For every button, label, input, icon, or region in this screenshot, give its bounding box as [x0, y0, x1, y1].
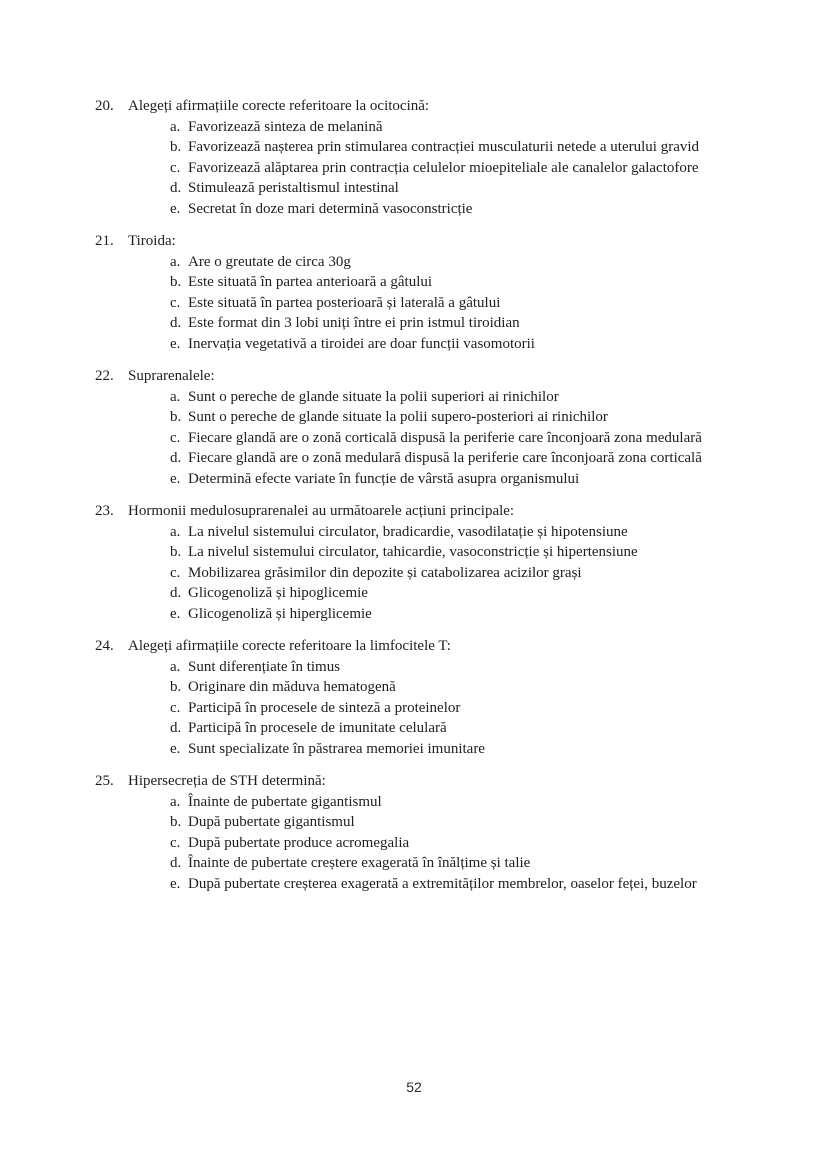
option-text: Favorizează alăptarea prin contracția celulelor mioepiteliale ale canalelor galactofore	[188, 159, 699, 176]
option-item	[170, 313, 731, 334]
option-text: Este format din 3 lobi uniți între ei prin istmul tiroidian	[188, 315, 520, 331]
question-header	[95, 501, 731, 522]
option-item	[170, 542, 731, 563]
option-text: Sunt o pereche de glande situate la polii superiori ai rinichilor	[188, 388, 559, 405]
question-title: Hipersecreția de STH determină:	[128, 773, 326, 789]
option-item	[170, 407, 731, 428]
option-letter: c.	[170, 564, 181, 581]
option-letter: e.	[170, 200, 181, 217]
option-item	[170, 252, 731, 273]
question-title: Tiroida:	[128, 233, 176, 249]
option-item	[170, 833, 731, 854]
option-text: Glicogenoliză și hipoglicemie	[188, 585, 368, 601]
option-letter: d.	[170, 315, 182, 331]
option-item	[170, 718, 731, 739]
question-item	[95, 96, 731, 219]
option-item	[170, 739, 731, 760]
question-header	[95, 771, 731, 792]
option-item	[170, 199, 731, 220]
option-item	[170, 158, 731, 179]
option-text: După pubertate creșterea exagerată a extremităților membrelor, oaselor feței, buzelor	[188, 875, 697, 892]
question-number: 20.	[95, 98, 114, 114]
option-text: Inervația vegetativă a tiroidei are doar funcții vasomotorii	[188, 335, 535, 352]
option-letter: c.	[170, 429, 181, 446]
option-item	[170, 583, 731, 604]
option-item	[170, 178, 731, 199]
option-letter: a.	[170, 658, 181, 675]
option-letter: a.	[170, 253, 181, 270]
option-letter: b.	[170, 544, 182, 560]
option-item	[170, 387, 731, 408]
option-letter: d.	[170, 585, 182, 601]
options-list	[95, 117, 731, 220]
option-text: Originare din măduva hematogenă	[188, 679, 396, 695]
option-text: Favorizează sinteza de melanină	[188, 118, 383, 135]
option-text: Glicogenoliză și hiperglicemie	[188, 605, 372, 622]
option-letter: d.	[170, 450, 182, 466]
option-item	[170, 853, 731, 874]
option-letter: c.	[170, 699, 181, 716]
option-text: La nivelul sistemului circulator, tahicardie, vasoconstricție și hipertensiune	[188, 544, 638, 560]
option-item	[170, 874, 731, 895]
option-text: Sunt o pereche de glande situate la polii supero-posteriori ai rinichilor	[188, 409, 608, 425]
question-item	[95, 636, 731, 759]
option-item	[170, 792, 731, 813]
option-letter: a.	[170, 118, 181, 135]
option-item	[170, 137, 731, 158]
option-text: Are o greutate de circa 30g	[188, 253, 351, 270]
question-item	[95, 771, 731, 894]
option-text: Favorizează nașterea prin stimularea contracției musculaturii netede a uterului gravid	[188, 139, 700, 155]
option-text: Participă în procesele de sinteză a proteinelor	[188, 699, 461, 716]
option-letter: e.	[170, 875, 181, 892]
option-item	[170, 334, 731, 355]
option-text: Fiecare glandă are o zonă medulară dispusă la periferie care înconjoară zona corticală	[188, 450, 702, 466]
option-item	[170, 698, 731, 719]
question-number: 21.	[95, 233, 114, 249]
options-list	[95, 522, 731, 625]
option-text: Este situată în partea anterioară a gâtului	[188, 274, 433, 290]
option-letter: b.	[170, 409, 182, 425]
option-text: La nivelul sistemului circulator, bradicardie, vasodilatație și hipotensiune	[188, 523, 628, 540]
question-title: Suprarenalele:	[128, 368, 215, 384]
option-letter: d.	[170, 720, 182, 736]
option-item	[170, 677, 731, 698]
option-item	[170, 469, 731, 490]
option-text: Mobilizarea grăsimilor din depozite și catabolizarea acizilor grași	[188, 564, 582, 581]
option-letter: b.	[170, 679, 182, 695]
option-letter: b.	[170, 139, 182, 155]
option-item	[170, 604, 731, 625]
question-header	[95, 636, 731, 657]
option-letter: e.	[170, 605, 181, 622]
option-text: După pubertate produce acromegalia	[188, 834, 410, 851]
question-header	[95, 96, 731, 117]
option-letter: d.	[170, 180, 182, 196]
option-text: Înainte de pubertate creștere exagerată în înălțime și talie	[188, 855, 531, 871]
question-header	[95, 366, 731, 387]
option-item	[170, 293, 731, 314]
options-list	[95, 387, 731, 490]
option-text: Înainte de pubertate gigantismul	[188, 793, 382, 810]
option-letter: c.	[170, 159, 181, 176]
option-text: Determină efecte variate în funcție de vârstă asupra organismului	[188, 470, 580, 487]
questions	[95, 96, 731, 906]
option-item	[170, 522, 731, 543]
option-item	[170, 563, 731, 584]
option-letter: c.	[170, 294, 181, 311]
page-number: 52	[406, 1079, 422, 1095]
question-item	[95, 231, 731, 354]
option-letter: c.	[170, 834, 181, 851]
question-header	[95, 231, 731, 252]
option-item	[170, 448, 731, 469]
option-text: După pubertate gigantismul	[188, 814, 355, 830]
options-list	[95, 252, 731, 355]
option-letter: e.	[170, 740, 181, 757]
option-item	[170, 272, 731, 293]
options-list	[95, 792, 731, 895]
option-text: Sunt diferențiate în timus	[188, 658, 341, 675]
option-letter: a.	[170, 388, 181, 405]
option-letter: a.	[170, 793, 181, 810]
option-letter: b.	[170, 814, 182, 830]
option-item	[170, 117, 731, 138]
option-text: Sunt specializate în păstrarea memoriei imunitare	[188, 740, 485, 757]
options-list	[95, 657, 731, 760]
question-number: 24.	[95, 638, 114, 654]
option-letter: a.	[170, 523, 181, 540]
question-title: Alegeți afirmațiile corecte referitoare la ocitocină:	[128, 98, 430, 114]
question-title: Hormonii medulosuprarenalei au următoarele acțiuni principale:	[128, 503, 515, 519]
option-letter: e.	[170, 470, 181, 487]
option-text: Fiecare glandă are o zonă corticală dispusă la periferie care înconjoară zona medulară	[188, 429, 702, 446]
option-item	[170, 657, 731, 678]
option-letter: d.	[170, 855, 182, 871]
question-title: Alegeți afirmațiile corecte referitoare la limfocitele T:	[128, 638, 451, 654]
question-number: 25.	[95, 773, 114, 789]
question-item	[95, 366, 731, 489]
option-text: Este situată în partea posterioară și laterală a gâtului	[188, 294, 501, 311]
question-number: 22.	[95, 368, 114, 384]
question-item	[95, 501, 731, 624]
question-number: 23.	[95, 503, 114, 519]
option-letter: b.	[170, 274, 182, 290]
option-item	[170, 812, 731, 833]
option-letter: e.	[170, 335, 181, 352]
option-text: Stimulează peristaltismul intestinal	[188, 180, 399, 196]
option-text: Participă în procesele de imunitate celulară	[188, 720, 447, 736]
option-text: Secretat în doze mari determină vasoconstricție	[188, 200, 473, 217]
option-item	[170, 428, 731, 449]
